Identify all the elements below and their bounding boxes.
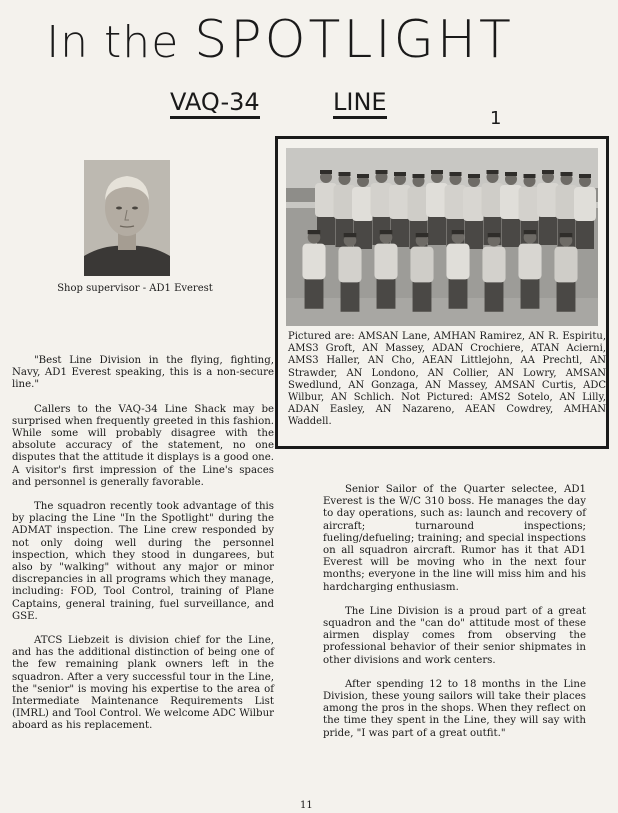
article-paragraph: After spending 12 to 18 months in the Line Division, these young sailors will take their places among the pros in the shops. When they reflect on the time they spent in the Line, they will say with pride, "I was part of a great outfit." (323, 678, 586, 739)
group-photo-box (275, 136, 609, 449)
portrait-caption: Shop supervisor - AD1 Everest (57, 283, 213, 294)
article-paragraph: The squadron recently took advantage of this by placing the Line "In the Spotlight" during the ADMAT inspection. The Line crew responded by not only doing well during the personnel inspection, which they stood in dungarees, but also by "walking" without any major or minor discrepancies in all programs which they manage, including: FOD, Tool Control, training of Plane Captains, general training, fuel surveillance, and GSE. (12, 501, 274, 622)
portrait-illustration (84, 160, 170, 276)
subtitle-division: LINE (333, 90, 387, 119)
article-paragraph: "Best Line Division in the flying, fighting, Navy, AD1 Everest speaking, this is a non-secure line." (12, 355, 274, 391)
group-photo (286, 148, 598, 326)
article-paragraph: The Line Division is a proud part of a great squadron and the "can do" attitude most of these airmen display comes from observing the professional behavior of their senior shipmates in other divisions and work centers. (323, 605, 586, 666)
page-title (0, 10, 560, 70)
article-left-column (12, 355, 274, 745)
article-paragraph: Callers to the VAQ-34 Line Shack may be surprised when frequently greeted in this fashion. While some will probably disagree with the absolute accuracy of the statement, no one disputes that the attitude it displays is a good one. A visitor's first impression of the Line's spaces and personnel is generally favorable. (12, 403, 274, 488)
handwritten-page-mark: 1 (490, 108, 502, 129)
article-right-column (323, 484, 586, 752)
group-photo-caption: Pictured are: AMSAN Lane, AMHAN Ramirez, AN R. Espiritu, AMS3 Groft, AN Massey, ADAN Crochiere, ATAN Acierni, AMS3 Haller, AN Cho, AEAN Littlejohn, AA Prechtl, AN Strawder, AN Londono, AN Collier, AN Lowry, AMSAN Swedlund, AN Gonzaga, AN Massey, AMSAN Curtis, ADC Wilbur, AN Schlich. Not Pictured: AMS2 Sotelo, AN Lilly, ADAN Easley, AN Nazareno, AEAN Cowdrey, AMHAN Waddell. (288, 331, 606, 428)
subtitle-squadron: VAQ-34 (170, 90, 260, 119)
article-paragraph: Senior Sailor of the Quarter selectee, AD1 Everest is the W/C 310 boss. He manages the day to day operations, such as: launch and recovery of aircraft; turnaround inspections; fueling/defueling; training; and special inspections on all squadron aircraft. Rumor has it that AD1 Everest will be moving who in the next four months; everyone in the line will miss him and his hardcharging enthusiasm. (323, 484, 586, 593)
title-prefix: In the (46, 17, 180, 68)
article-paragraph: ATCS Liebzeit is division chief for the Line, and has the additional distinction of being one of the few remaining plank owners left in the squadron. After a very successful tour in the Line, the "senior" is moving his expertise to the area of Intermediate Maintenance Requirements List (IMRL) and Tool Control. We welcome ADC Wilbur aboard as his replacement. (12, 635, 274, 732)
crew-illustration (286, 148, 598, 326)
portrait-photo (84, 160, 170, 276)
title-main: SPOTLIGHT (194, 10, 514, 70)
page-number: 11 (300, 800, 313, 811)
